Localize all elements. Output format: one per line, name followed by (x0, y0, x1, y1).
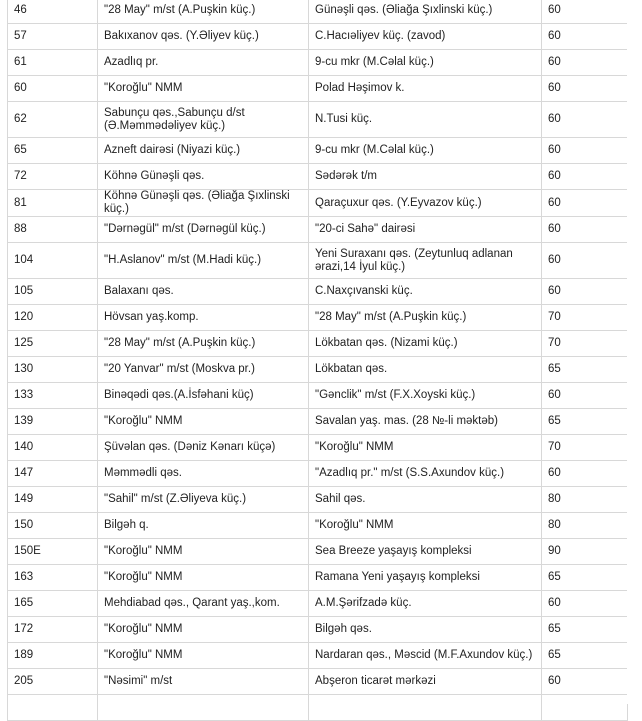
table-row (8, 435, 628, 461)
route-interval-cell: 60 (542, 0, 628, 24)
route-start-cell: Köhnə Günəşli qəs. (Əliağa Şıxlinski küç.) (98, 190, 309, 217)
route-start-cell: "28 May" m/st (A.Puşkin küç.) (98, 0, 309, 24)
route-interval-cell: 70 (542, 305, 628, 331)
table-row (8, 591, 628, 617)
route-number-cell (8, 695, 98, 721)
route-start-cell: "28 May" m/st (A.Puşkin küç.) (98, 331, 309, 357)
route-start-cell: "Koroğlu" NMM (98, 565, 309, 591)
table-row (8, 0, 628, 24)
route-number-cell: 163 (8, 565, 98, 591)
route-interval-cell (542, 695, 628, 721)
table-row (8, 513, 628, 539)
route-number-cell: 88 (8, 217, 98, 243)
route-start-cell: "Koroğlu" NMM (98, 617, 309, 643)
route-number-cell: 149 (8, 487, 98, 513)
route-start-cell: Azadlıq pr. (98, 50, 309, 76)
route-interval-cell: 80 (542, 513, 628, 539)
route-start-cell: "Nəsimi" m/st (98, 669, 309, 695)
table-row (8, 76, 628, 102)
route-number-cell: 165 (8, 591, 98, 617)
route-start-cell: Mehdiabad qəs., Qarant yaş.,kom. (98, 591, 309, 617)
route-end-cell: Yeni Suraxanı qəs. (Zeytunluq adlanan ərazi,14 İyul küç.) (309, 243, 542, 279)
route-interval-cell: 65 (542, 357, 628, 383)
route-interval-cell: 60 (542, 591, 628, 617)
route-end-cell: "20-ci Sahə" dairəsi (309, 217, 542, 243)
route-end-cell: Günəşli qəs. (Əliağa Şıxlinski küç.) (309, 0, 542, 24)
route-interval-cell: 60 (542, 461, 628, 487)
route-number-cell: 150 (8, 513, 98, 539)
route-number-cell: 172 (8, 617, 98, 643)
route-start-cell: "Sahil" m/st (Z.Əliyeva küç.) (98, 487, 309, 513)
route-start-cell: "H.Aslanov" m/st (M.Hadi küç.) (98, 243, 309, 279)
route-number-cell: 104 (8, 243, 98, 279)
route-start-cell: Köhnə Günəşli qəs. (98, 164, 309, 190)
table-row (8, 243, 628, 279)
route-end-cell: C.Hacıəliyev küç. (zavod) (309, 24, 542, 50)
route-start-cell: Binəqədi qəs.(A.İsfəhani küç) (98, 383, 309, 409)
route-interval-cell: 60 (542, 164, 628, 190)
route-end-cell: Lökbatan qəs. (309, 357, 542, 383)
table-row (8, 409, 628, 435)
route-end-cell: Sea Breeze yaşayış kompleksi (309, 539, 542, 565)
routes-table-body (8, 0, 628, 721)
table-row (8, 24, 628, 50)
route-number-cell: 65 (8, 138, 98, 164)
route-interval-cell: 60 (542, 217, 628, 243)
route-end-cell: A.M.Şərifzadə küç. (309, 591, 542, 617)
route-interval-cell: 90 (542, 539, 628, 565)
table-row (8, 643, 628, 669)
route-interval-cell: 60 (542, 669, 628, 695)
table-row (8, 279, 628, 305)
route-number-cell: 147 (8, 461, 98, 487)
route-number-cell: 62 (8, 102, 98, 138)
route-end-cell: Nardaran qəs., Məscid (M.F.Axundov küç.) (309, 643, 542, 669)
table-row (8, 50, 628, 76)
routes-table (7, 0, 628, 721)
table-row (8, 164, 628, 190)
route-number-cell: 133 (8, 383, 98, 409)
route-number-cell: 57 (8, 24, 98, 50)
route-number-cell: 60 (8, 76, 98, 102)
route-start-cell: Şüvəlan qəs. (Dəniz Kənarı küçə) (98, 435, 309, 461)
table-row (8, 331, 628, 357)
route-start-cell: Bilgəh q. (98, 513, 309, 539)
route-number-cell: 72 (8, 164, 98, 190)
route-end-cell: "Koroğlu" NMM (309, 513, 542, 539)
route-end-cell: Bilgəh qəs. (309, 617, 542, 643)
route-start-cell: Məmmədli qəs. (98, 461, 309, 487)
route-end-cell: Savalan yaş. mas. (28 №-li məktəb) (309, 409, 542, 435)
route-interval-cell: 65 (542, 617, 628, 643)
route-end-cell: 9-cu mkr (M.Cəlal küç.) (309, 50, 542, 76)
route-start-cell (98, 695, 309, 721)
route-end-cell: Polad Həşimov k. (309, 76, 542, 102)
route-number-cell: 139 (8, 409, 98, 435)
route-number-cell: 189 (8, 643, 98, 669)
route-start-cell: "Koroğlu" NMM (98, 76, 309, 102)
table-row (8, 217, 628, 243)
route-end-cell: N.Tusi küç. (309, 102, 542, 138)
route-interval-cell: 65 (542, 565, 628, 591)
table-row (8, 138, 628, 164)
table-row (8, 695, 628, 721)
route-end-cell: C.Naxçıvanski küç. (309, 279, 542, 305)
route-interval-cell: 65 (542, 643, 628, 669)
route-number-cell: 150E (8, 539, 98, 565)
table-row (8, 461, 628, 487)
route-start-cell: Bakıxanov qəs. (Y.Əliyev küç.) (98, 24, 309, 50)
table-row (8, 669, 628, 695)
route-number-cell: 105 (8, 279, 98, 305)
route-interval-cell: 60 (542, 50, 628, 76)
route-interval-cell: 70 (542, 435, 628, 461)
route-number-cell: 46 (8, 0, 98, 24)
table-row (8, 383, 628, 409)
route-interval-cell: 80 (542, 487, 628, 513)
route-end-cell: Sahil qəs. (309, 487, 542, 513)
route-start-cell: "Koroğlu" NMM (98, 643, 309, 669)
route-interval-cell: 60 (542, 279, 628, 305)
route-start-cell: "Koroğlu" NMM (98, 539, 309, 565)
route-end-cell (309, 695, 542, 721)
table-row (8, 565, 628, 591)
route-number-cell: 125 (8, 331, 98, 357)
route-number-cell: 205 (8, 669, 98, 695)
route-interval-cell: 60 (542, 243, 628, 279)
route-end-cell: Lökbatan qəs. (Nizami küç.) (309, 331, 542, 357)
route-start-cell: Sabunçu qəs.,Sabunçu d/st (Ə.Məmmədəliyev küç.) (98, 102, 309, 138)
route-start-cell: "Koroğlu" NMM (98, 409, 309, 435)
route-end-cell: "Azadlıq pr." m/st (S.S.Axundov küç.) (309, 461, 542, 487)
route-interval-cell: 60 (542, 190, 628, 217)
route-interval-cell: 70 (542, 331, 628, 357)
route-number-cell: 130 (8, 357, 98, 383)
route-end-cell: 9-cu mkr (M.Cəlal küç.) (309, 138, 542, 164)
route-end-cell: "Gənclik" m/st (F.X.Xoyski küç.) (309, 383, 542, 409)
route-end-cell: Sədərək t/m (309, 164, 542, 190)
route-end-cell: Ramana Yeni yaşayış kompleksi (309, 565, 542, 591)
table-row (8, 617, 628, 643)
table-row (8, 102, 628, 138)
route-end-cell: "28 May" m/st (A.Puşkin küç.) (309, 305, 542, 331)
route-number-cell: 81 (8, 190, 98, 217)
route-start-cell: "Dərnəgül" m/st (Dərnəgül küç.) (98, 217, 309, 243)
route-interval-cell: 60 (542, 383, 628, 409)
route-interval-cell: 60 (542, 24, 628, 50)
routes-table-container (7, 0, 627, 721)
route-start-cell: Balaxanı qəs. (98, 279, 309, 305)
table-row (8, 487, 628, 513)
route-interval-cell: 60 (542, 76, 628, 102)
route-start-cell: Hövsan yaş.komp. (98, 305, 309, 331)
route-interval-cell: 65 (542, 409, 628, 435)
route-start-cell: Azneft dairəsi (Niyazi küç.) (98, 138, 309, 164)
route-number-cell: 61 (8, 50, 98, 76)
route-number-cell: 140 (8, 435, 98, 461)
route-number-cell: 120 (8, 305, 98, 331)
table-row (8, 539, 628, 565)
table-row (8, 305, 628, 331)
table-row (8, 190, 628, 217)
route-end-cell: Qaraçuxur qəs. (Y.Eyvazov küç.) (309, 190, 542, 217)
route-interval-cell: 60 (542, 138, 628, 164)
route-end-cell: "Koroğlu" NMM (309, 435, 542, 461)
route-start-cell: "20 Yanvar" m/st (Moskva pr.) (98, 357, 309, 383)
table-row (8, 357, 628, 383)
route-end-cell: Abşeron ticarət mərkəzi (309, 669, 542, 695)
route-interval-cell: 60 (542, 102, 628, 138)
page-edge (627, 0, 642, 704)
